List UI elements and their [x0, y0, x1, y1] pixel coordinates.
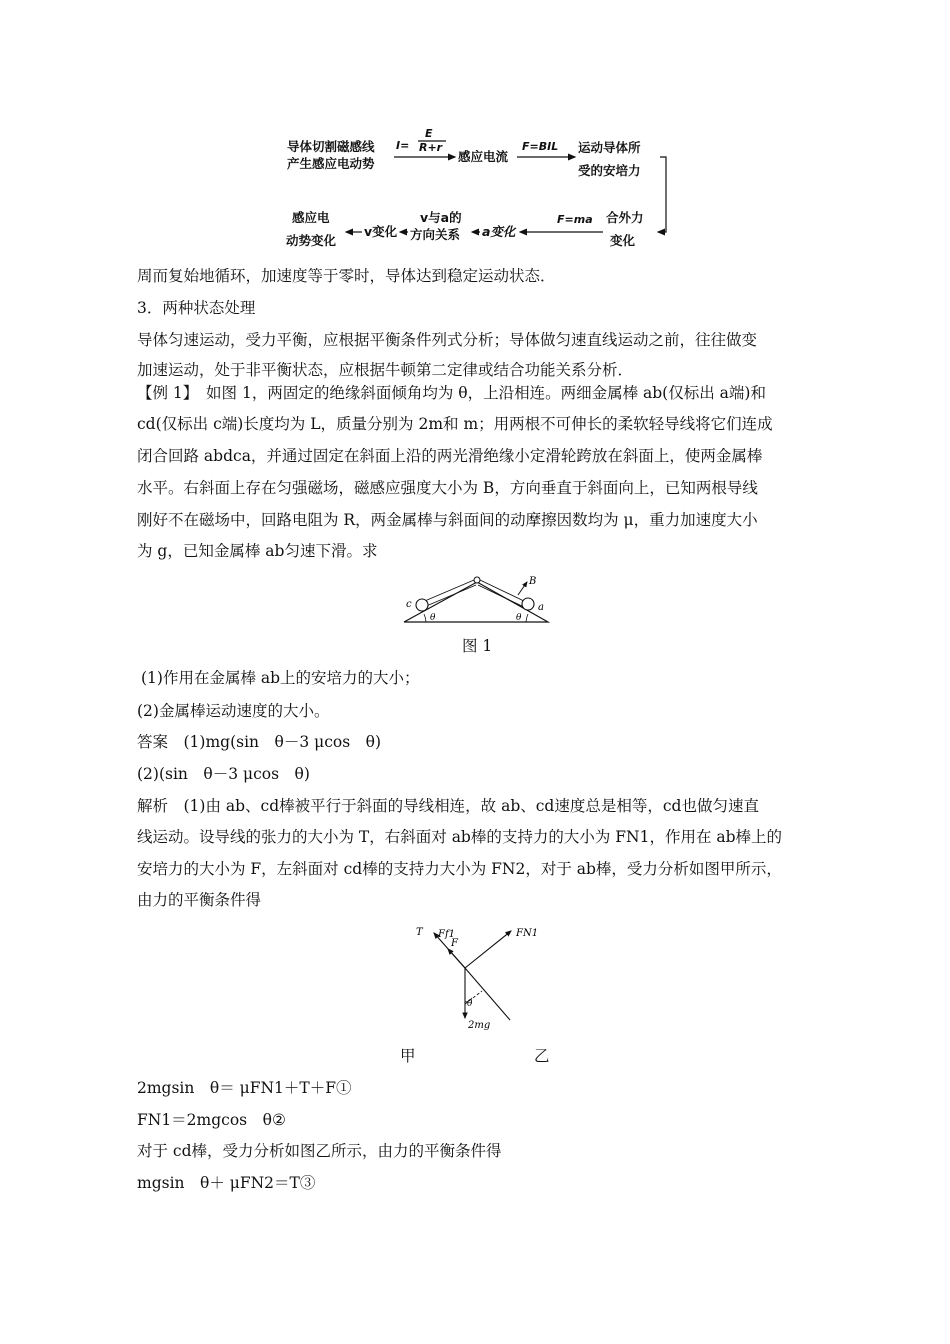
label-f-bil: F=BIL — [522, 140, 559, 153]
flow-box-ampere-line2: 受的安培力 — [578, 163, 641, 178]
flow-box-emf-change-line1: 感应电 — [292, 210, 330, 225]
answer-2: (2)(sin θ－3 μcos θ) — [137, 765, 310, 783]
paragraph-line: 导体匀速运动，受力平衡，应根据平衡条件列式分析；导体做匀速直线运动之前，往往做变 — [137, 331, 758, 349]
label-jia: 甲 — [400, 1047, 416, 1065]
figure-force-diagram — [410, 918, 540, 1040]
flow-box-current: 感应电流 — [458, 149, 509, 164]
figure-1-inclines — [400, 570, 552, 626]
fig1-label-a: a — [538, 602, 544, 613]
paragraph-line: 加速运动，处于非平衡状态，应根据牛顿第二定律或结合功能关系分析． — [137, 361, 634, 379]
formula-numerator: E — [425, 127, 433, 140]
text-cd-analysis: 对于 cd棒，受力分析如图乙所示，由力的平衡条件得 — [137, 1142, 502, 1160]
label-yi: 乙 — [534, 1047, 550, 1065]
answer-1: 答案 (1)mg(sin θ－3 μcos θ) — [137, 733, 382, 751]
flow-box-relation-line1: v与a的 — [420, 210, 462, 225]
fig1-theta-right: θ — [516, 613, 522, 623]
formula-i: I= — [396, 139, 410, 152]
analysis-line: 解析 (1)由 ab、cd棒被平行于斜面的导线相连，故 ab、cd速度总是相等，cd也做匀速直 — [137, 797, 759, 815]
equation-3: mgsin θ＋ μFN2＝T③ — [137, 1174, 316, 1192]
example-line: 为 g，已知金属棒 ab匀速下滑。求 — [137, 542, 378, 560]
flow-box-emf-change-line2: 动势变化 — [286, 233, 337, 248]
fig1-theta-left: θ — [430, 613, 436, 623]
text-cycle: 周而复始地循环，加速度等于零时，导体达到稳定运动状态． — [137, 267, 556, 285]
flow-box-net-force-line2: 变化 — [610, 233, 636, 248]
fig2-label-fn: FN1 — [516, 928, 539, 939]
flow-box-emf-line1: 导体切割磁感线 — [287, 139, 375, 154]
analysis-line: 线运动。设导线的张力的大小为 T，右斜面对 ab棒的支持力的大小为 FN1，作用在 ab棒上的 — [137, 828, 783, 846]
example-line: 【例 1】 如图 1，两固定的绝缘斜面倾角均为 θ，上沿相连。两细金属棒 ab(仅标出 a端)和 — [137, 384, 766, 402]
fig2-label-t: T — [416, 927, 423, 938]
figure-1-caption: 图 1 — [462, 637, 493, 655]
flow-box-emf-line2: 产生感应电动势 — [287, 156, 375, 171]
flow-box-v-change: v变化 — [364, 224, 398, 239]
fig2-label-2mg: 2mg — [468, 1020, 491, 1031]
analysis-line: 由力的平衡条件得 — [137, 891, 262, 909]
flow-box-a-change: a变化 — [482, 224, 516, 239]
fig2-label-ff: Ff1 — [438, 929, 456, 940]
flow-box-ampere-line1: 运动导体所 — [578, 140, 641, 155]
flow-box-net-force-line1: 合外力 — [606, 210, 644, 225]
example-line: cd(仅标出 c端)长度均为 L，质量分别为 2m和 m；用两根不可伸长的柔软轻导线将它们连成 — [137, 415, 773, 433]
fig1-label-c: c — [406, 599, 412, 610]
section-heading: 3．两种状态处理 — [137, 299, 256, 317]
example-line: 闭合回路 abdca，并通过固定在斜面上沿的两光滑绝缘小定滑轮跨放在斜面上，使两金属棒 — [137, 447, 763, 465]
example-line: 水平。右斜面上存在匀强磁场，磁感应强度大小为 B，方向垂直于斜面向上，已知两根导线 — [137, 479, 758, 497]
flow-box-relation-line2: 方向关系 — [410, 227, 461, 242]
equation-2: FN1＝2mgcos θ② — [137, 1111, 286, 1129]
fig2-label-theta: θ — [467, 999, 473, 1009]
label-f-ma: F=ma — [557, 213, 593, 226]
formula-denominator: R+r — [419, 141, 443, 154]
question-2: (2)金属棒运动速度的大小。 — [137, 702, 330, 720]
example-line: 刚好不在磁场中，回路电阻为 R，两金属棒与斜面间的动摩擦因数均为 μ，重力加速度大小 — [137, 511, 758, 529]
analysis-line: 安培力的大小为 F，左斜面对 cd棒的支持力大小为 FN2，对于 ab棒，受力分析如图甲所示， — [137, 860, 782, 878]
question-1: (1)作用在金属棒 ab上的安培力的大小； — [141, 669, 420, 687]
fig1-label-b: B — [529, 576, 537, 587]
equation-1: 2mgsin θ＝ μFN1＋T＋F① — [137, 1079, 352, 1097]
flow-arrows — [0, 0, 950, 270]
fig2-label-f: F — [451, 938, 458, 949]
